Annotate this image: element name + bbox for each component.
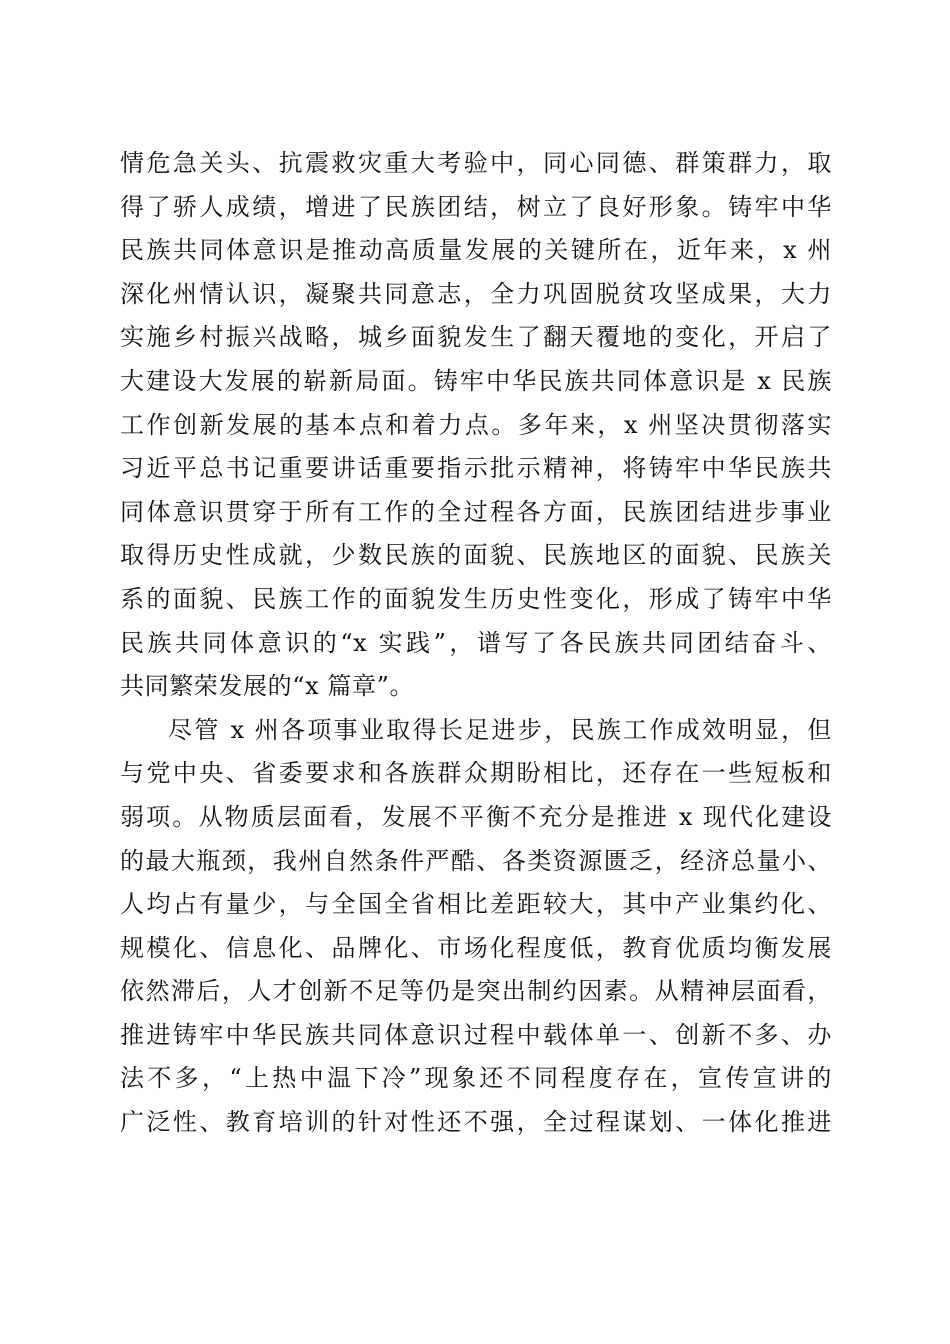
text-line: 法不多，“上热中温下冷”现象还不同程度存在，宣传宣讲的 xyxy=(120,1064,832,1093)
text-line: 取得历史性成就，少数民族的面貌、民族地区的面貌、民族关 xyxy=(120,541,832,570)
text-line: 习近平总书记重要讲话重要指示批示精神，将铸牢中华民族共 xyxy=(120,454,832,483)
text-line: 规模化、信息化、品牌化、市场化程度低，教育优质均衡发展 xyxy=(120,933,832,962)
text-line: 民族共同体意识是推动高质量发展的关键所在，近年来，x 州 xyxy=(120,236,832,265)
text-line: 推进铸牢中华民族共同体意识过程中载体单一、创新不多、办 xyxy=(120,1020,832,1049)
text-line: 共同繁荣发展的“x 篇章”。 xyxy=(120,672,415,701)
text-line: 尽管 x 州各项事业取得长足进步，民族工作成效明显，但 xyxy=(168,715,832,744)
paragraph-1 xyxy=(120,142,832,709)
text-line: 深化州情认识，凝聚共同意志，全力巩固脱贫攻坚成果，大力 xyxy=(120,279,832,308)
text-line: 的最大瓶颈，我州自然条件严酷、各类资源匮乏，经济总量小、 xyxy=(120,846,832,875)
body-text xyxy=(120,142,832,1145)
text-line: 与党中央、省委要求和各族群众期盼相比，还存在一些短板和 xyxy=(120,759,832,788)
text-line: 情危急关头、抗震救灾重大考验中，同心同德、群策群力，取 xyxy=(120,149,832,177)
paragraph-2 xyxy=(120,709,832,1145)
text-line: 人均占有量少，与全国全省相比差距较大，其中产业集约化、 xyxy=(120,890,832,919)
text-line: 得了骄人成绩，增进了民族团结，树立了良好形象。铸牢中华 xyxy=(120,192,832,221)
text-line: 同体意识贯穿于所有工作的全过程各方面，民族团结进步事业 xyxy=(120,497,832,526)
text-line: 民族共同体意识的“x 实践”，谱写了各民族共同团结奋斗、 xyxy=(120,628,832,657)
text-line: 系的面貌、民族工作的面貌发生历史性变化，形成了铸牢中华 xyxy=(120,584,832,613)
text-line: 广泛性、教育培训的针对性还不强，全过程谋划、一体化推进 xyxy=(120,1108,832,1137)
text-line: 工作创新发展的基本点和着力点。多年来，x 州坚决贯彻落实 xyxy=(120,410,832,439)
text-line: 实施乡村振兴战略，城乡面貌发生了翻天覆地的变化，开启了 xyxy=(120,323,832,352)
text-line: 依然滞后，人才创新不足等仍是突出制约因素。从精神层面看， xyxy=(120,977,832,1006)
text-line: 弱项。从物质层面看，发展不平衡不充分是推进 x 现代化建设 xyxy=(120,802,832,831)
text-line: 大建设大发展的崭新局面。铸牢中华民族共同体意识是 x 民族 xyxy=(120,366,832,395)
